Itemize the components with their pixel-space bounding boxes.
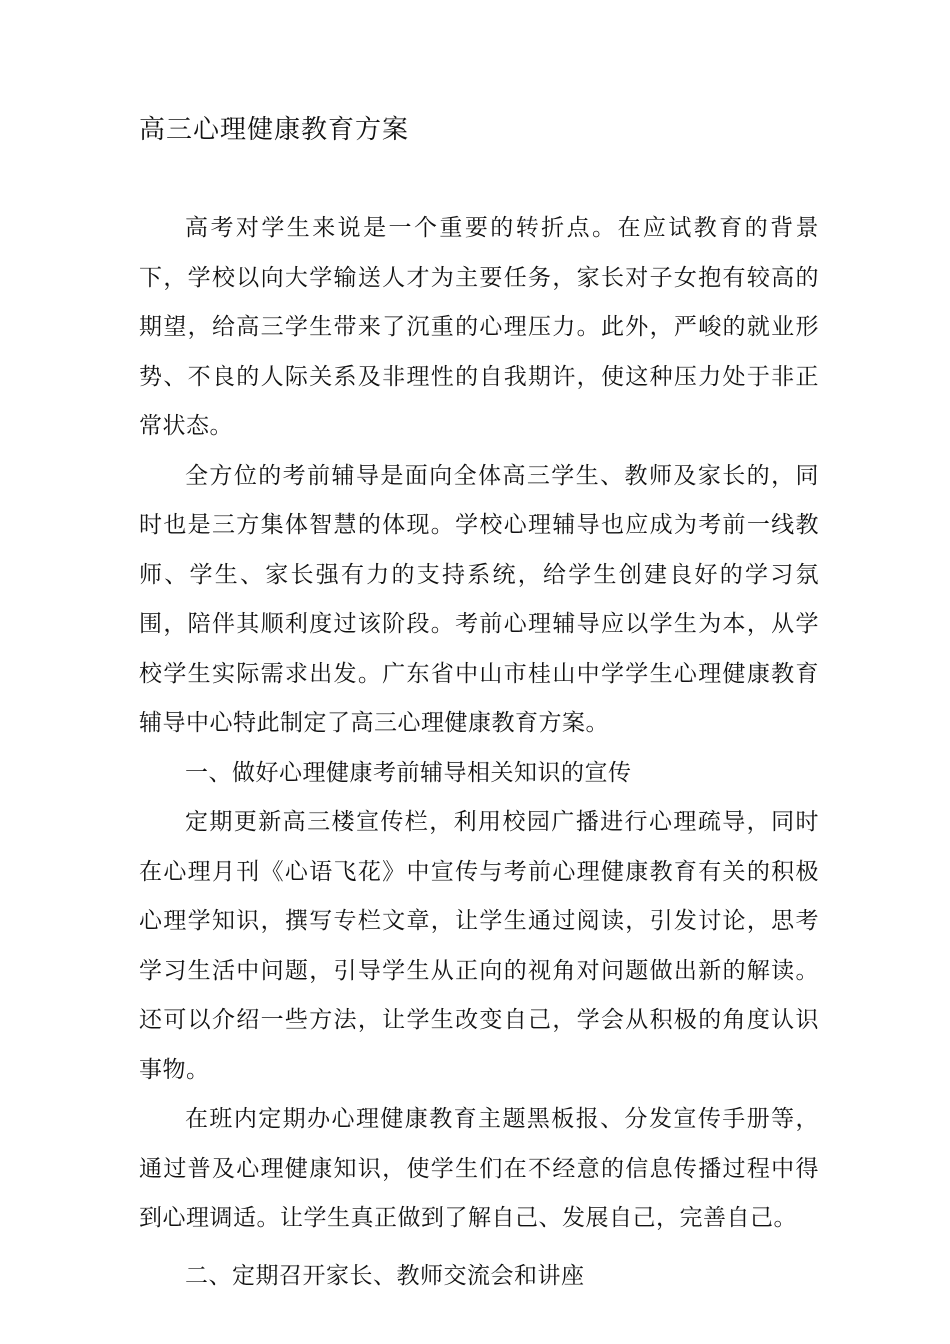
section-1-paragraph-2: 在班内定期办心理健康教育主题黑板报、分发宣传手册等，通过普及心理健康知识，使学生们在不经意的信息传播过程中得到心理调适。让学生真正做到了解自己、发展自己，完善自己。 xyxy=(139,1106,819,1231)
section-2-heading: 二、定期召开家长、教师交流会和讲座 xyxy=(185,1262,585,1289)
section-1-heading: 一、做好心理健康考前辅导相关知识的宣传 xyxy=(185,759,632,786)
section-1-paragraph-1: 定期更新高三楼宣传栏，利用校园广播进行心理疏导，同时在心理月刊《心语飞花》中宣传与考前心理健康教育有关的积极心理学知识，撰写专栏文章，让学生通过阅读，引发讨论，思考学习生活中问题，引导学生从正向的视角对问题做出新的解读。还可以介绍一些方法，让学生改变自己，学会从积极的角度认识事物。 xyxy=(139,809,819,1083)
intro-paragraph-1: 高考对学生来说是一个重要的转折点。在应试教育的背景下，学校以向大学输送人才为主要任务，家长对子女抱有较高的期望，给高三学生带来了沉重的心理压力。此外，严峻的就业形势、不良的人际关系及非理性的自我期许，使这种压力处于非正常状态。 xyxy=(139,215,819,439)
intro-paragraph-2: 全方位的考前辅导是面向全体高三学生、教师及家长的，同时也是三方集体智慧的体现。学校心理辅导也应成为考前一线教师、学生、家长强有力的支持系统，给学生创建良好的学习氛围，陪伴其顺利度过该阶段。考前心理辅导应以学生为本，从学校学生实际需求出发。广东省中山市桂山中学学生心理健康教育辅导中心特此制定了高三心理健康教育方案。 xyxy=(139,462,819,736)
document-body xyxy=(139,204,819,1301)
document-title: 高三心理健康教育方案 xyxy=(139,115,410,145)
